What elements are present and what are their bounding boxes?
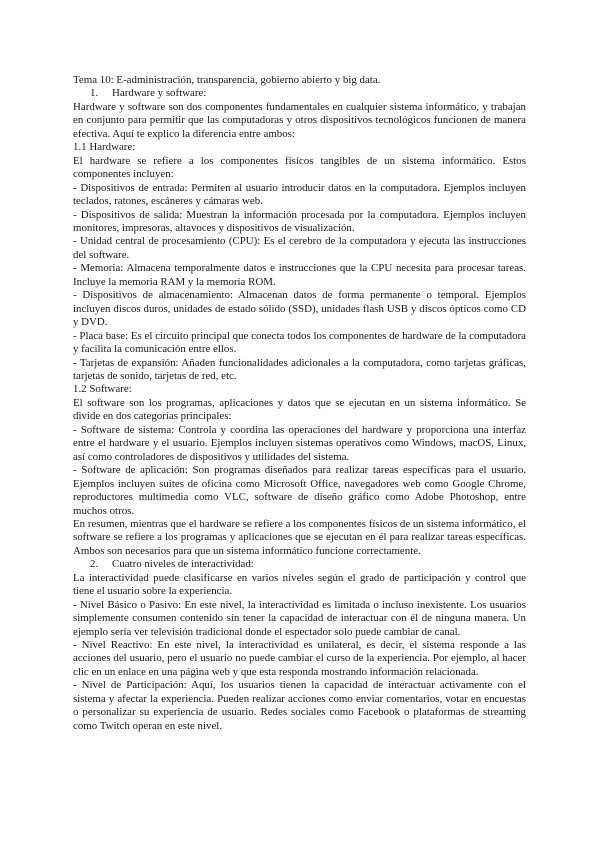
software-intro: El software son los programas, aplicaciones y datos que se ejecutan en un sistema informático. Se divide en dos categorías principales:	[73, 396, 526, 423]
interactivity-level-participation: - Nivel de Participación: Aquí, los usuarios tienen la capacidad de interactuar activamente con el sistema y afectar la experiencia. Pueden realizar acciones como enviar comentarios, votar en encuestas o personalizar su experiencia de usuario. Redes sociales como Facebook o plataformas de streaming como Twitch operan en este nivel.	[73, 679, 526, 732]
interactivity-level-passive: - Nivel Básico o Pasivo: En este nivel, la interactividad es limitada o incluso inexistente. Los usuarios simplemente consumen contenido sin tener la capacidad de interactuar con él de ninguna manera. Un ejemplo sería ver televisión tradicional donde el espectador solo puede cambiar de canal.	[73, 598, 526, 638]
software-item-system: - Software de sistema: Controla y coordina las operaciones del hardware y proporciona una interfaz entre el hardware y el usuario. Ejemplos incluyen sistemas operativos como Windows, macOS, Linux, así como controladores de dispositivos y utilidades del sistema.	[73, 423, 526, 463]
section-1-heading-text: Hardware y software:	[112, 87, 207, 100]
section-1-heading	[73, 87, 526, 100]
hardware-item-input-devices: - Dispositivos de entrada: Permiten al usuario introducir datos en la computadora. Ejemplos incluyen teclados, ratones, escáneres y cámaras web.	[73, 181, 526, 208]
hardware-item-cpu: - Unidad central de procesamiento (CPU): Es el cerebro de la computadora y ejecuta las instrucciones del software.	[73, 235, 526, 261]
section-1-intro: Hardware y software son dos componentes fundamentales en cualquier sistema informático, y trabajan en conjunto para permitir que las computadoras y otros dispositivos tecnológicos funcionen de manera efectiva. Aquí te explico la diferencia entre ambos:	[73, 100, 526, 140]
document-title: Tema 10: E-administración, transparencia, gobierno abierto y big data.	[73, 74, 381, 86]
section-2-heading-text: Cuatro niveles de interactividad:	[112, 558, 254, 571]
section-1-summary: En resumen, mientras que el hardware se refiere a los componentes físicos de un sistema informático, el software se refiere a los programas y aplicaciones que se ejecutan en él para realizar tareas específicas. Ambos son necesarios para que un sistema informático funcione correctamente.	[73, 517, 527, 557]
interactivity-level-reactive: - Nivel Reactivo: En este nivel, la interactividad es unilateral, es decir, el sistema responde a las acciones del usuario, pero el usuario no puede cambiar el curso de la experiencia. Por ejemplo, al hacer clic en un enlace en una página web y que esta responda mostrando información relacionada.	[73, 639, 526, 678]
section-1-number: 1.	[90, 87, 99, 100]
section-2-number: 2.	[90, 558, 99, 571]
hardware-intro: El hardware se refiere a los componentes físicos tangibles de un sistema informático. Estos componentes incluyen:	[73, 154, 526, 181]
hardware-item-expansion-cards: - Tarjetas de expansión: Añaden funcionalidades adicionales a la computadora, como tarjetas gráficas, tarjetas de sonido, tarjetas de red, etc.	[73, 356, 526, 382]
hardware-heading: 1.1 Hardware:	[73, 141, 136, 154]
document-page	[73, 74, 526, 733]
hardware-item-memory: - Memoria: Almacena temporalmente datos e instrucciones que la CPU necesita para procesar tareas. Incluye la memoria RAM y la memoria ROM.	[73, 262, 526, 288]
hardware-item-motherboard: - Placa base: Es el circuito principal que conecta todos los componentes de hardware de la computadora y facilita la comunicación entre ellos.	[73, 329, 526, 356]
hardware-item-output-devices: - Dispositivos de salida: Muestran la información procesada por la computadora. Ejemplos incluyen monitores, impresoras, altavoces y dispositivos de visualización.	[73, 208, 526, 234]
section-2-intro: La interactividad puede clasificarse en varios niveles según el grado de participación y control que tiene el usuario sobre la experiencia.	[73, 571, 526, 598]
software-heading: 1.2 Software:	[73, 383, 132, 396]
section-2-heading	[73, 558, 526, 571]
hardware-item-storage: - Dispositivos de almacenamiento: Almacenan datos de forma permanente o temporal. Ejemplos incluyen discos duros, unidades de estado sólido (SSD), unidades flash USB y discos ópticos como CD y DVD.	[73, 289, 526, 329]
software-item-application: - Software de aplicación: Son programas diseñados para realizar tareas específicas para el usuario. Ejemplos incluyen suites de oficina como Microsoft Office, navegadores web como Google Chrome, reproductores multimedia como VLC, software de diseño gráfico como Adobe Photoshop, entre muchos otros.	[73, 464, 526, 517]
